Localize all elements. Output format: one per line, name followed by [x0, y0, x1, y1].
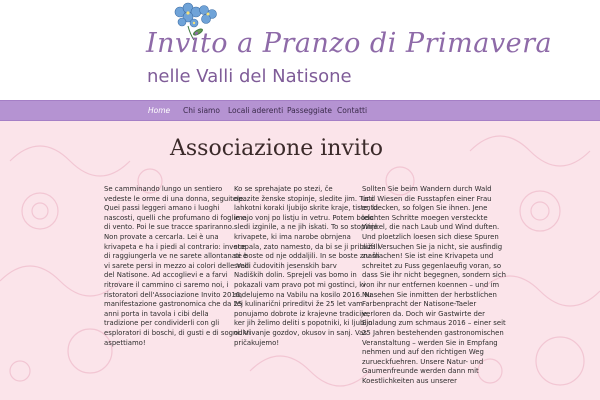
text-line: opazite ženske stopinje, sledite jim. Tisti: [234, 194, 374, 203]
main-content: [0, 121, 600, 400]
text-line: odkrivanje gozdov, okusov in sanj. Vas: [234, 328, 367, 337]
text-line: sredi čudovitih jesenskih barv: [234, 261, 337, 270]
text-line: Ko se sprehajate po stezi, če: [234, 185, 333, 193]
column-italian: [104, 185, 251, 348]
text-line: Und ploetzlich loesen sich diese Spuren: [362, 232, 499, 241]
text-line: manifestazione gastronomica che da 25: [104, 300, 243, 309]
text-line: vedeste le orme di una donna, seguitele.: [104, 194, 246, 203]
text-line: Veranstaltung – werden Sie in Empfang: [362, 338, 498, 347]
column-german: [362, 185, 506, 386]
text-line: sodelujemo na Vabilu na kosilo 2016. Na: [234, 290, 374, 299]
text-line: dass Sie ihr nicht begegnen, sondern sich: [362, 271, 506, 280]
text-line: Winkel, die nach Laub und Wind duften.: [362, 223, 500, 232]
column-slovenian: [234, 185, 380, 348]
text-line: und Wiesen die Fusstapfen einer Frau: [362, 194, 492, 203]
text-line: nascosti, quelli che profumano di foglie e: [104, 213, 247, 222]
text-line: krivapete, ki ima narobe obrnjena: [234, 232, 351, 241]
text-line: tradizione per condividerli con gli: [104, 319, 220, 328]
text-line: sledi izginile, a ne jih iskati. To so stopinje: [234, 223, 378, 232]
text-line: leichten Schritte moegen versteckte: [362, 213, 488, 222]
text-line: krivapeta e ha i piedi al contrario: invece: [104, 242, 246, 251]
text-line: lahkotni koraki ljubijo skrite kraje, tiste, ki: [234, 204, 379, 213]
text-line: zurueckfuehren. Unsere Natur- und: [362, 357, 484, 366]
text-line: Nadiških dolin. Sprejeli vas bomo in: [234, 271, 357, 280]
text-line: Farbenpracht der Natisone-Taeler: [362, 300, 477, 309]
main-nav: [0, 100, 600, 121]
text-line: ristoratori dell'Associazione Invito 2016,: [104, 290, 243, 299]
text-line: zu machen! Sie ist eine Krivapeta und: [362, 252, 494, 261]
text-line: Nu sehen Sie inmitten der herbstlichen: [362, 290, 497, 299]
text-line: Se camminando lungo un sentiero: [104, 185, 223, 193]
text-line: anni porta in tavola i cibi della: [104, 309, 209, 318]
text-line: del Natisone. Ad accoglievi e a farvi: [104, 271, 228, 280]
text-line: schreitet zu Fuss gegenlaeufig voran, so: [362, 261, 502, 270]
text-line: Quei passi leggeri amano i luoghi: [104, 204, 220, 213]
text-line: ponujamo dobrote iz krajevne tradicije,: [234, 309, 370, 318]
text-line: von ihr nur entfernen koennen – und im: [362, 280, 500, 289]
text-line: entdecken, so folgen Sie ihnen. Jene: [362, 204, 488, 213]
text-line: vi sarete persi in mezzo ai colori delle Valli: [104, 261, 251, 270]
text-line: esploratori di boschi, di gusti e di sogni. Vi: [104, 328, 251, 337]
text-line: auf! Versuchen Sie ja nicht, sie ausfindig: [362, 242, 503, 251]
nav-passeggiate[interactable]: Passeggiate: [287, 106, 332, 115]
nav-contatti[interactable]: Contatti: [337, 106, 368, 115]
text-line: aspettiamo!: [104, 338, 146, 347]
text-line: verloren da. Doch wir Gastwirte der: [362, 309, 485, 318]
text-line: 25 Jahren bestehenden gastronomischen: [362, 328, 504, 337]
text-line: di raggiungerla ve ne sarete allontanati e: [104, 252, 248, 261]
text-line: di vento. Poi le sue tracce spariranno.: [104, 223, 235, 232]
logo-subtitle: nelle Valli del Natisone: [147, 66, 352, 87]
text-line: Non provate a cercarla. Lei è una: [104, 232, 219, 241]
text-line: ker jih želimo deliti s popotniki, ki ljubijo: [234, 319, 373, 328]
text-line: se boste od nje oddaljili. In se boste znašli: [234, 252, 380, 261]
logo-title[interactable]: Invito a Pranzo di Primavera: [146, 28, 553, 59]
text-line: pokazali vam pravo pot mi gostinci, ki: [234, 280, 366, 289]
site-header: [0, 0, 600, 100]
page-title: Associazione invito: [170, 136, 383, 161]
text-line: Sollten Sie beim Wandern durch Wald: [362, 185, 492, 193]
text-line: ritrovare il cammino ci saremo noi, i: [104, 280, 229, 289]
text-line: Gaumenfreunde werden dann mit: [362, 367, 479, 376]
text-line: stopala, zato namesto, da bi se ji približali: [234, 242, 380, 251]
text-line: imajo vonj po listju in vetru. Potem bodo: [234, 213, 374, 222]
nav-locali-aderenti[interactable]: Locali aderenti: [228, 106, 284, 115]
text-line: pričakujemo!: [234, 338, 280, 347]
text-line: tej kulinarični prireditvi že 25 let vam: [234, 300, 363, 309]
text-line: Koestlichkeiten aus unserer: [362, 376, 457, 385]
nav-home[interactable]: Home: [148, 106, 171, 115]
nav-chi-siamo[interactable]: Chi siamo: [183, 106, 220, 115]
text-line: Einladung zum schmaus 2016 – einer seit: [362, 319, 506, 328]
text-line: nehmen und auf den richtigen Weg: [362, 348, 484, 357]
